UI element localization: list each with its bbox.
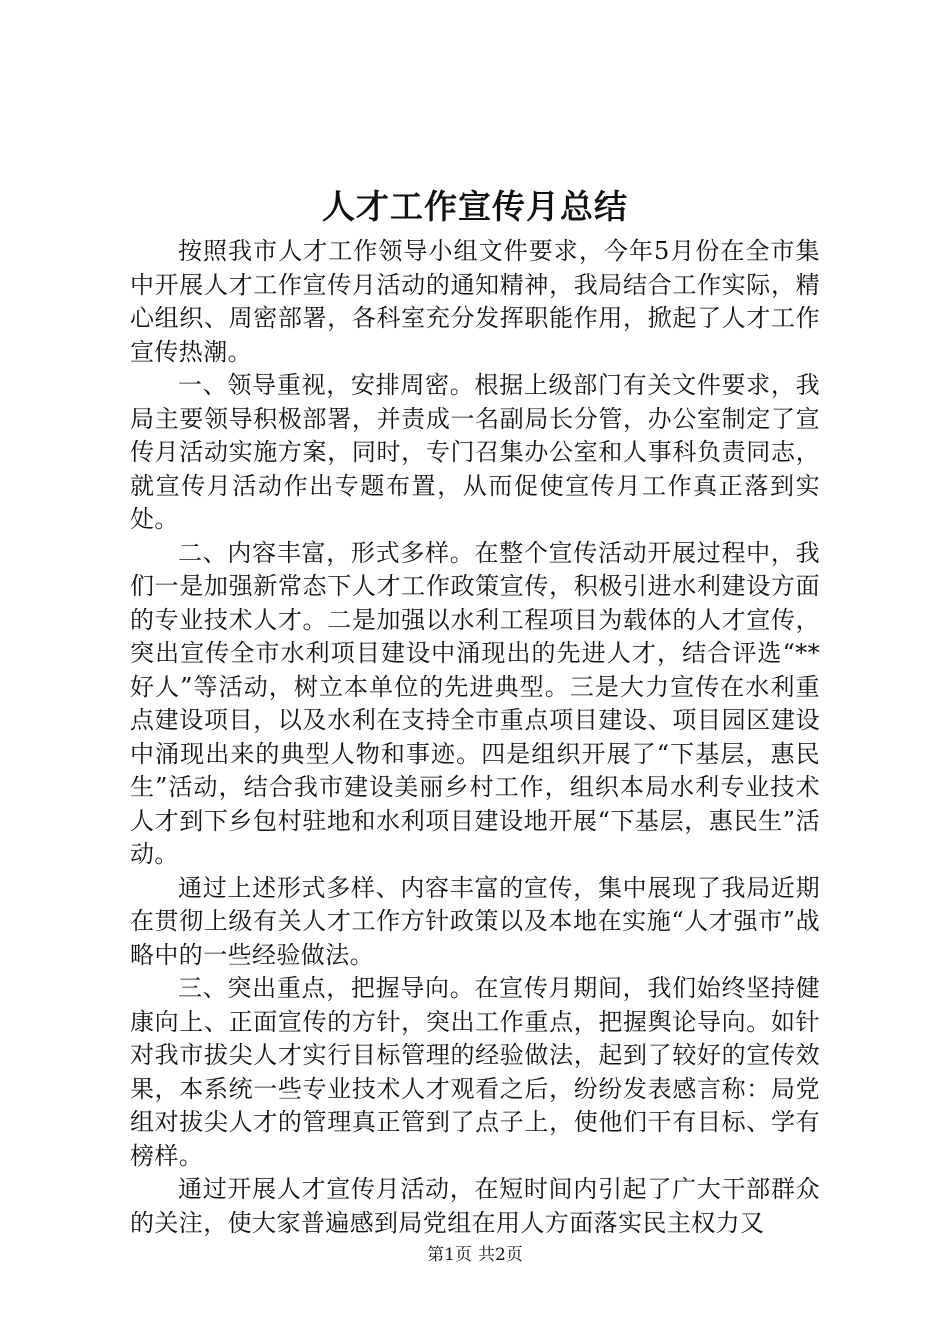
paragraph-section-2: 二、内容丰富，形式多样。在整个宣传活动开展过程中，我们一是加强新常态下人才工作政策宣传，积极引进水利建设方面的专业技术人才。二是加强以水利工程项目为载体的人才宣传，突出宣传全市水利项目建设中涌现出的先进人才，结合评选“**好人”等活动，树立本单位的先进典型。三是大力宣传在水利重点建设项目，以及水利在支持全市重点项目建设、项目园区建设中涌现出来的典型人物和事迹。四是组织开展了“下基层，惠民生”活动，结合我市建设美丽乡村工作，组织本局水利专业技术人才到下乡包村驻地和水利项目建设地开展“下基层，惠民生”活动。: [130, 538, 820, 868]
paragraph-summary-1: 通过上述形式多样、内容丰富的宣传，集中展现了我局近期在贯彻上级有关人才工作方针政策以及本地在实施“人才强市”战略中的一些经验做法。: [130, 873, 820, 969]
paragraph-section-1: 一、领导重视，安排周密。根据上级部门有关文件要求，我局主要领导积极部署，并责成一名副局长分管，办公室制定了宣传月活动实施方案，同时，专门召集办公室和人事科负责同志，就宣传月活动作出专题布置，从而促使宣传月工作真正落到实处。: [130, 371, 820, 533]
document-title: 人才工作宣传月总结: [322, 187, 628, 226]
paragraph-section-3: 三、突出重点，把握导向。在宣传月期间，我们始终坚持健康向上、正面宣传的方针，突出工作重点，把握舆论导向。如针对我市拔尖人才实行目标管理的经验做法，起到了较好的宣传效果，本系统一些专业技术人才观看之后，纷纷发表感言称：局党组对拔尖人才的管理真正管到了点子上，使他们干有目标、学有榜样。: [130, 974, 820, 1170]
page-total: 共2页: [478, 1245, 523, 1265]
page-number: 第1页: [427, 1245, 472, 1265]
paragraph-intro: 按照我市人才工作领导小组文件要求，今年5月份在全市集中开展人才工作宣传月活动的通知精神，我局结合工作实际，精心组织、周密部署，各科室充分发挥职能作用，掀起了人才工作宣传热潮。: [130, 237, 820, 366]
page-footer: [0, 1244, 950, 1266]
paragraph-summary-2: 通过开展人才宣传月活动，在短时间内引起了广大干部群众的关注，使大家普遍感到局党组在用人方面落实民主权力又: [130, 1175, 820, 1237]
document-body: [130, 235, 820, 1240]
